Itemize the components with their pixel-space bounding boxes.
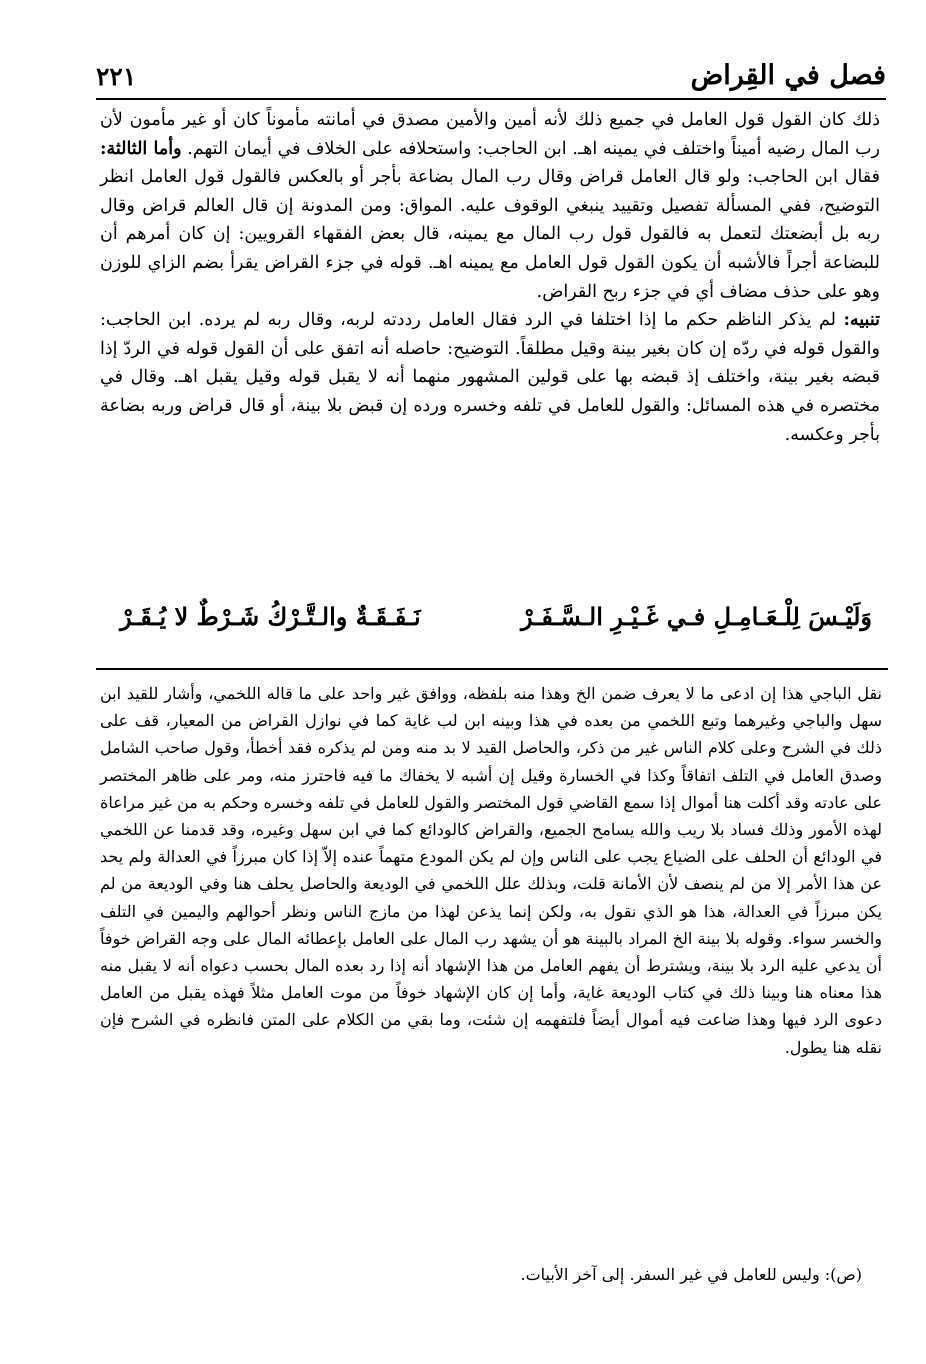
section-keyword: وأما الثالثة:	[100, 138, 182, 159]
main-text-segment: فقال ابن الحاجب: ولو قال العامل قراض وقال رب المال بضاعة بأجر أو بالعكس فالقول قول العامل انظر التوضيح، ففي المسألة تفصيل وتقييد ينبغي الوقوف عليه. المواق: ومن المدونة إن قال العالم قراض وقال ربه بل أبضعتك لتعمل به فالقول قول رب المال مع يمينه، قال بعض الفقهاء القرويين: إن كان أمرهم أن للبضاعة أجراً فالأشبه أن يكون القول قول العامل مع يمينه اهـ. قوله في جزء القراض يقرأ بضم الزاي للوزن وهو على حذف مضاف أي في جزء ربح القراض.	[100, 167, 880, 302]
main-text	[100, 106, 880, 449]
page-header	[96, 58, 886, 98]
verse-first-hemistich: وَلَيْـسَ لِلْـعَـامِـلِ فـي غَـيْـرِ الـسَّـفَـرْ	[521, 602, 872, 631]
verse-second-hemistich: نَـفَـقَـةٌ والـتَّـرْكُ شَـرْطٌ لا يُـقَـرْ	[120, 602, 421, 631]
note-paragraph	[100, 306, 880, 449]
commentary-section	[100, 680, 882, 1061]
closing-line: (ص): وليس للعامل في غير السفر. إلى آخر الأبيات.	[520, 1265, 862, 1284]
header-divider	[96, 98, 886, 100]
running-title: فصل في القِراض	[690, 60, 886, 91]
main-paragraph	[100, 106, 880, 306]
main-text-segment: ذلك كان القول قول العامل في جميع ذلك لأنه أمين والأمين مصدق في أمانته مأموناً كان أو غير مأمون لأن رب المال رضيه أميناً واختلف في يمينه اهـ. ابن الحاجب: واستحلافه على الخلاف في أيمان التهم.	[100, 110, 880, 159]
page-number: ٢٢١	[96, 62, 137, 91]
verse-line	[120, 602, 872, 648]
main-text-segment: لم يذكر الناظم حكم ما إذا اختلفا في الرد فقال العامل رددته لربه، وقال ربه لم يرده. ابن الحاجب: والقول قوله في ردّه إن كان بغير بينة وقيل مطلقاً. التوضيح: حاصله أنه اتفق على أن القول قوله في الردّ إذا قبضه بغير بينة، واختلف إذ قبضه بها على قولين المشهور منهما أنه لا يقبل قوله وقيل يقبل اهـ. وقال في مختصره في هذه المسائل: والقول للعامل في تلفه وخسره ورده إن قبض بلا بينة، أو قال قراض وربه بضاعة بأجر وعكسه.	[100, 310, 880, 445]
note-keyword: تنبيه:	[843, 310, 880, 331]
footnote-divider	[96, 668, 888, 670]
commentary-text: نقل الباجي هذا إن ادعى ما لا يعرف ضمن الخ وهذا منه بلفظه، ووافق غير واحد على ما قاله اللخمي، وأشار للقيد ابن سهل والباجي وغيرهما وتبع اللخمي من بعده في هذا وبينه ابن لب غاية كما في نوازل القراض من المعيار، قف على ذلك في الشرح وعلى كلام الناس غير من ذكر، والحاصل القيد لا بد منه ومن لم يذكره فقد أخطأ، وقول صاحب الشامل وصدق العامل في التلف اتفاقاً وكذا في الخسارة وقيل إن أشبه لا يخفاك ما فيه فاحترز منه، ومر على ظاهر المختصر على عادته وقد أكلت هنا أموال إذا سمع القاضي قول المختصر والقول للعامل في تلفه وخسره وحكم به من غير مراعاة لهذه الأمور وذلك فساد بلا ريب والله يسامح الجميع، والقراض كالودائع كما في ابن سهل وغيره، وقد قدمنا عن اللخمي في الودائع أن الحلف على الضياع يجب على الناس وإن لم يكن المودع متهماً عنده إلاّ إذا كان مبرزاً في العدالة ولم يحد عن هذا الأمر إلا من لم ينصف لأن الأمانة قلت، وبذلك علل اللخمي في الوديعة والحاصل يحلف هنا وفي الوديعة من لم يكن مبرزاً في العدالة، هذا هو الذي نقول به، ولكن إنما يذعن لهذا من مازج الناس ونظر أحوالهم واليمين في التلف والخسر سواء. وقوله بلا بينة الخ المراد بالبينة هو أن يشهد رب المال على العامل بإعطائه المال على وجه القراض خوفاً أن يدعي عليه الرد بلا بينة، ويشترط أن يفهم العامل من هذا الإشهاد أنه إذا رد بعده المال بحسب دعواه أنه لا يقبل منه هذا معناه هنا وبينا ذلك في كتاب الوديعة غاية، وأما إن كان الإشهاد خوفاً من موت العامل مثلاً فهذه يقبل من العامل دعوى الرد فيها وهذا ضاعت فيه أموال أيضاً فلتفهمه إن شئت، وما بقي من الكلام على المتن فانظره في الشرح فإن نقله هنا يطول.	[100, 684, 883, 1057]
